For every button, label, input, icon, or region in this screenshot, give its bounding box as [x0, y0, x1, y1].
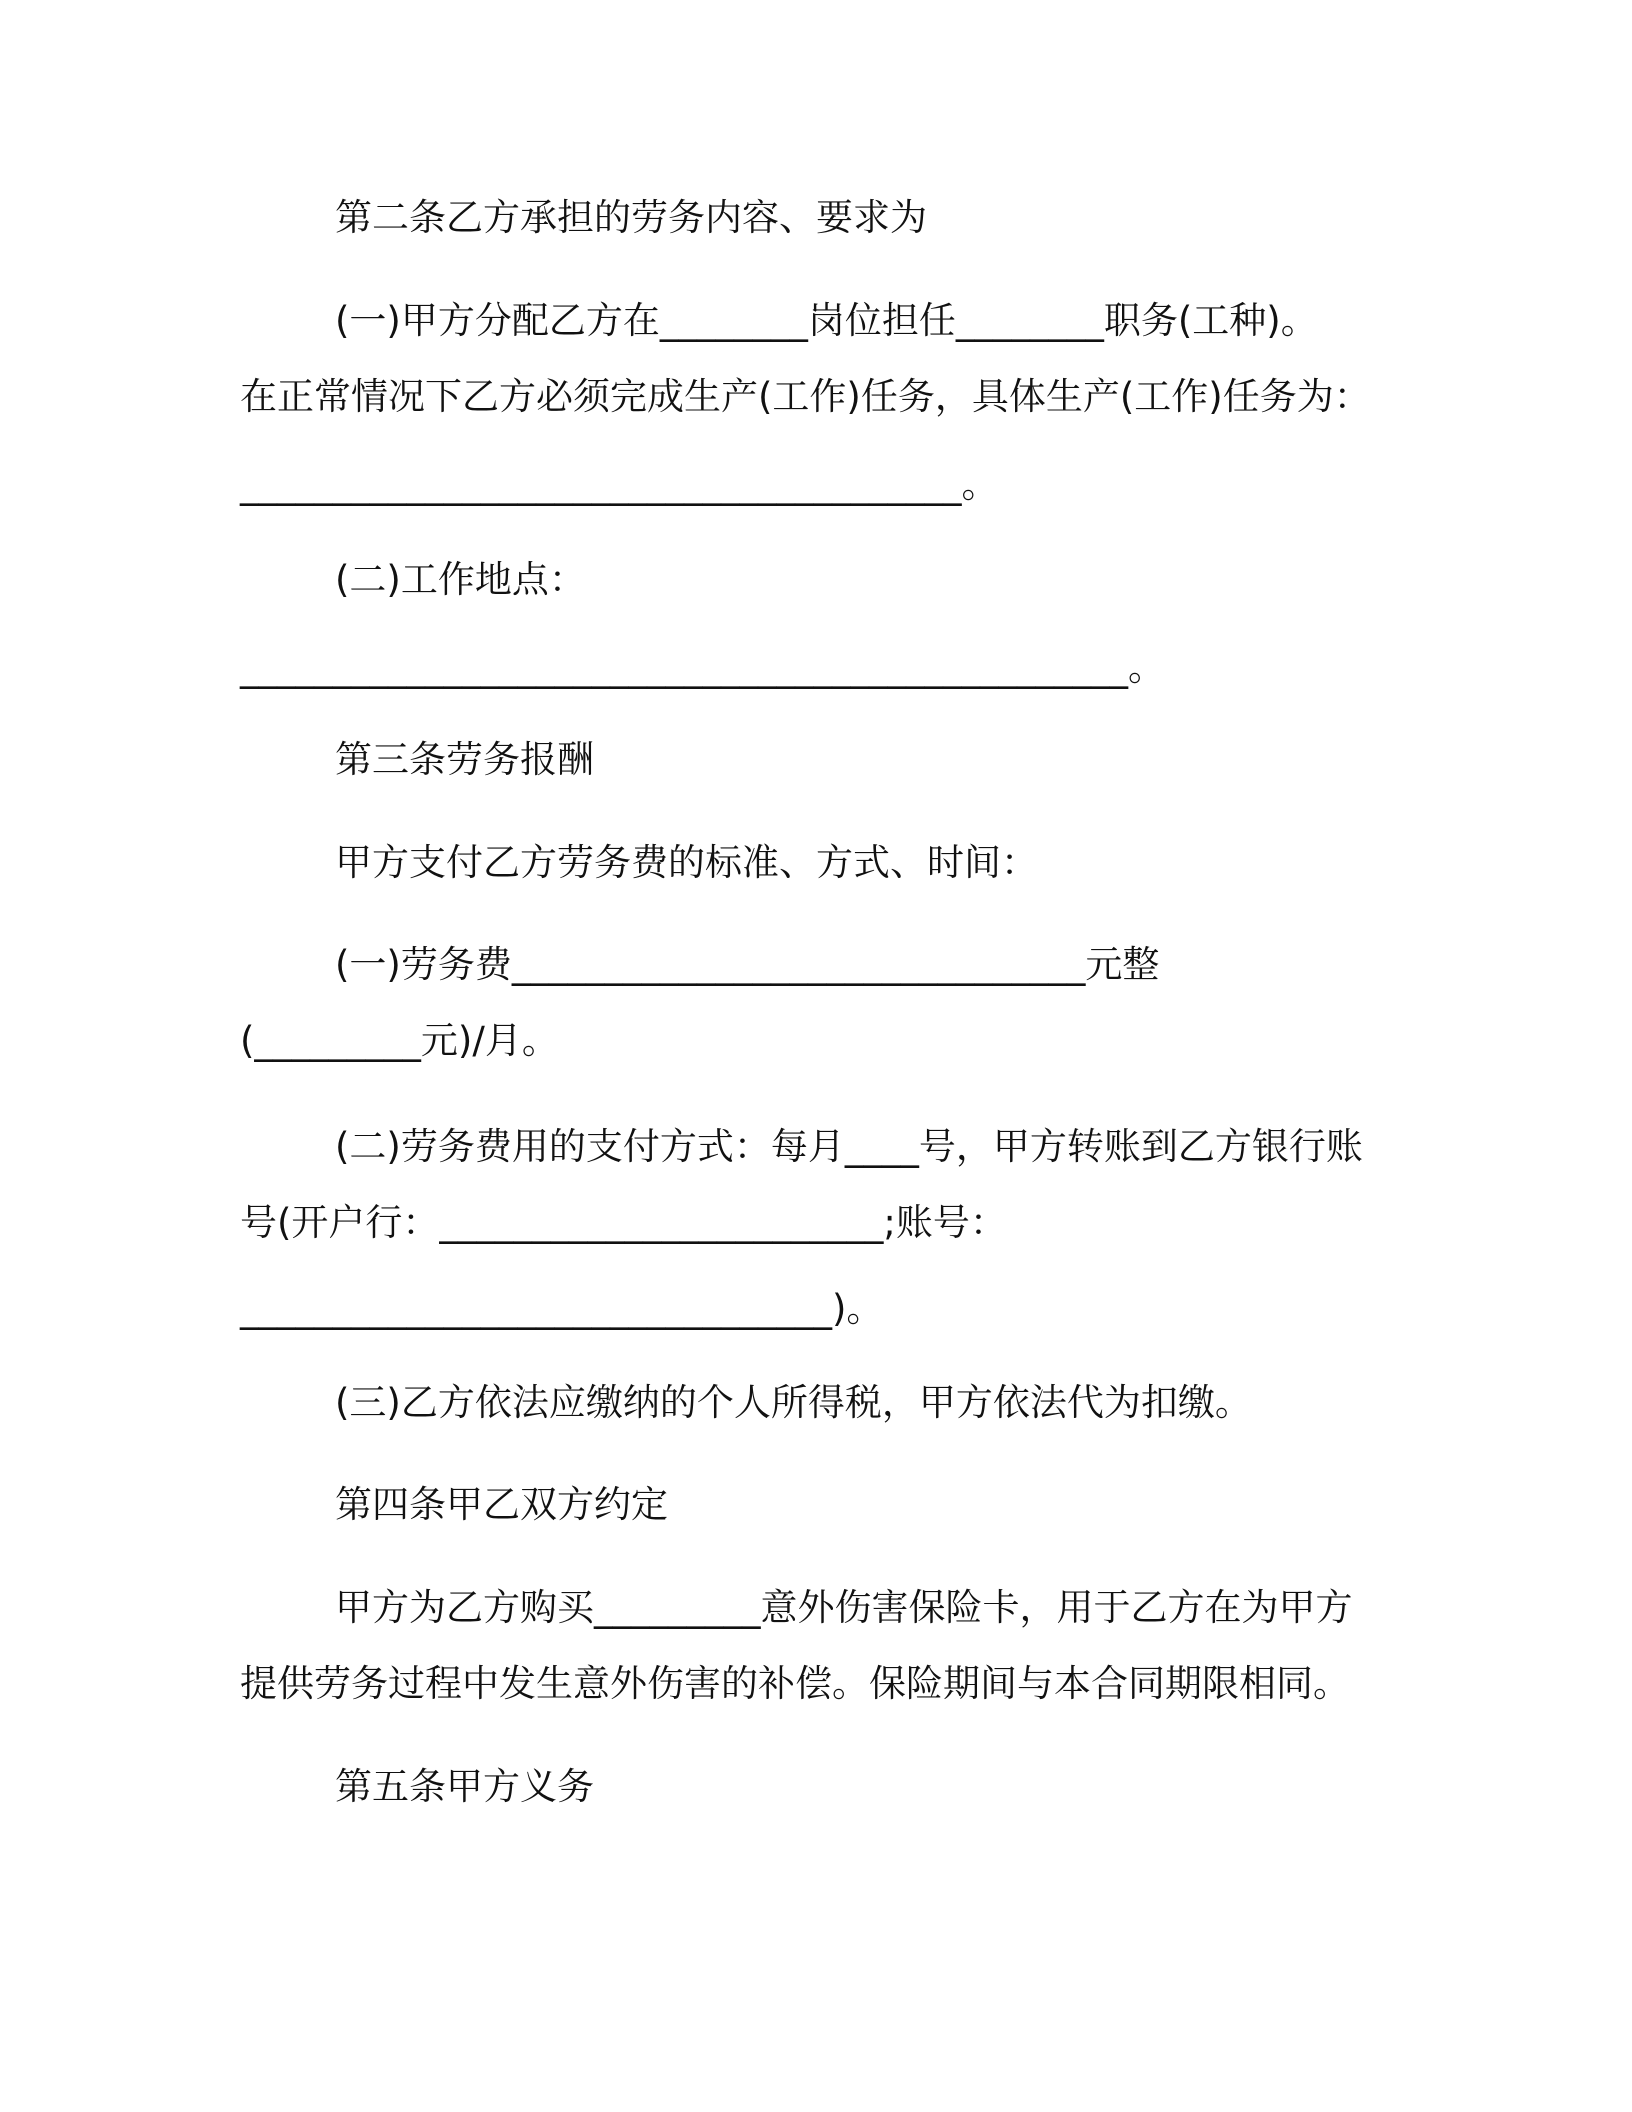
article-3-intro: 甲方支付乙方劳务费的标准、方式、时间：: [335, 841, 1038, 884]
clause-2-2-line: (二)工作地点：: [335, 558, 586, 601]
clause-3-2-line-3: ________________________________)。: [240, 1287, 884, 1330]
article-4-line-2: 提供劳务过程中发生意外伤害的补偿。保险期间与本合同期限相同。: [240, 1662, 1350, 1705]
clause-2-1-line-2: 在正常情况下乙方必须完成生产(工作)任务，具体生产(工作)任务为：: [240, 375, 1371, 418]
clause-3-1-line-1: (一)劳务费_______________________________元整: [335, 943, 1160, 986]
article-4-line-1: 甲方为乙方购买_________意外伤害保险卡，用于乙方在为甲方: [335, 1586, 1353, 1629]
article-4-heading: 第四条甲乙双方约定: [335, 1483, 668, 1526]
clause-3-1-line-2: (_________元)/月。: [240, 1019, 559, 1062]
clause-3-2-line-2: 号(开户行：________________________;账号：: [240, 1201, 1007, 1244]
article-3-heading: 第三条劳务报酬: [335, 738, 594, 781]
clause-2-2-blank: ________________________________________________。: [240, 646, 1165, 689]
clause-2-1-blank: _______________________________________。: [240, 463, 999, 506]
clause-3-3-line: (三)乙方依法应缴纳的个人所得税，甲方依法代为扣缴。: [335, 1381, 1252, 1424]
article-5-heading: 第五条甲方义务: [335, 1765, 594, 1808]
article-2-heading: 第二条乙方承担的劳务内容、要求为: [335, 196, 927, 239]
clause-2-1-line-1: (一)甲方分配乙方在________岗位担任________职务(工种)。: [335, 299, 1318, 342]
clause-3-2-line-1: (二)劳务费用的支付方式：每月____号，甲方转账到乙方银行账: [335, 1125, 1363, 1168]
